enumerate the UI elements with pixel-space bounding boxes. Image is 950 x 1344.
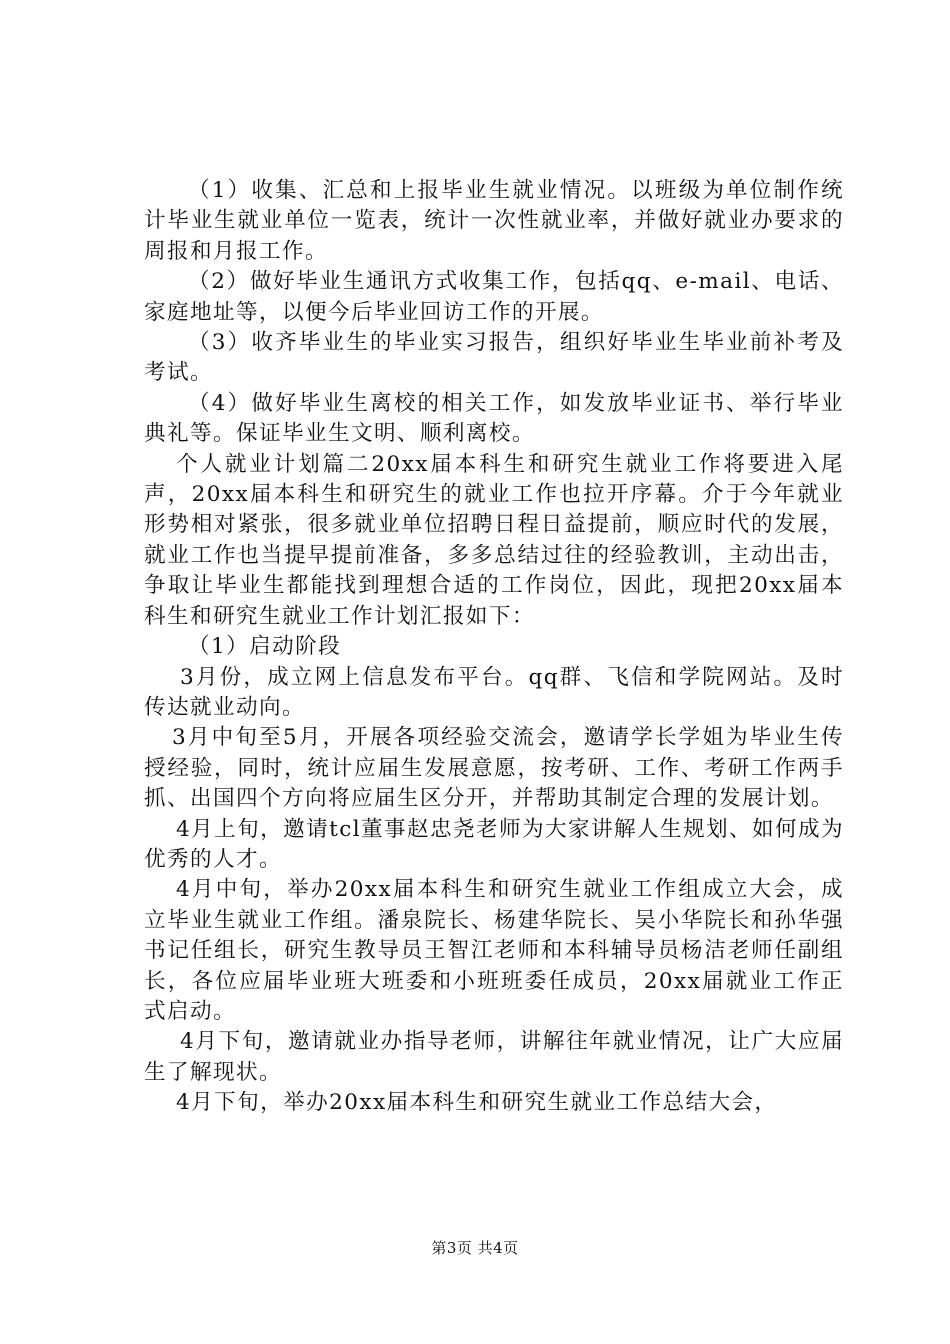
paragraph-1: （1）收集、汇总和上报毕业生就业情况。以班级为单位制作统计毕业生就业单位一览表，统计一次性就业率，并做好就业办要求的周报和月报工作。 [144,178,844,264]
paragraph-12: 4月下旬，举办20xx届本科生和研究生就业工作总结大会， [176,1090,778,1116]
document-body [144,176,844,1119]
paragraph-11: 4月下旬，邀请就业办指导老师，讲解往年就业情况，让广大应届生了解现状。 [144,1029,844,1085]
paragraph-9: 4月上旬，邀请tcl董事赵忠尧老师为大家讲解人生规划、如何成为优秀的人才。 [144,816,844,872]
paragraph-5: 个人就业计划篇二20xx届本科生和研究生就业工作将要进入尾声，20xx届本科生和研究生的就业工作也拉开序幕。介于今年就业形势相对紧张，很多就业单位招聘日程日益提前，顺应时代的发展，就业工作也当提早提前准备，多多总结过往的经验教训，主动出击，争取让毕业生都能找到理想合适的工作岗位，因此，现把20xx届本科生和研究生就业工作计划汇报如下： [144,451,844,629]
paragraph-8: 3月中旬至5月，开展各项经验交流会，邀请学长学姐为毕业生传授经验，同时，统计应届生发展意愿，按考研、工作、考研工作两手抓、出国四个方向将应届生区分开，并帮助其制定合理的发展计划。 [144,725,844,812]
paragraph-6: （1）启动阶段 [188,634,342,660]
paragraph-10: 4月中旬，举办20xx届本科生和研究生就业工作组成立大会，成立毕业生就业工作组。潘泉院长、杨建华院长、吴小华院长和孙华强书记任组长，研究生教导员王智江老师和本科辅导员杨洁老师任副组长，各位应届毕业班大班委和小班班委任成员，20xx届就业工作正式启动。 [144,877,844,1024]
paragraph-4: （4）做好毕业生离校的相关工作，如发放毕业证书、举行毕业典礼等。保证毕业生文明、顺利离校。 [144,390,844,447]
page-footer: 第3页 共4页 [431,1239,519,1257]
paragraph-3: （3）收齐毕业生的毕业实习报告，组织好毕业生毕业前补考及考试。 [144,330,844,386]
paragraph-7: 3月份，成立网上信息发布平台。qq群、飞信和学院网站。及时传达就业动向。 [144,664,844,720]
paragraph-2: （2）做好毕业生通讯方式收集工作，包括qq、e-mail、电话、家庭地址等，以便今后毕业回访工作的开展。 [144,269,844,325]
